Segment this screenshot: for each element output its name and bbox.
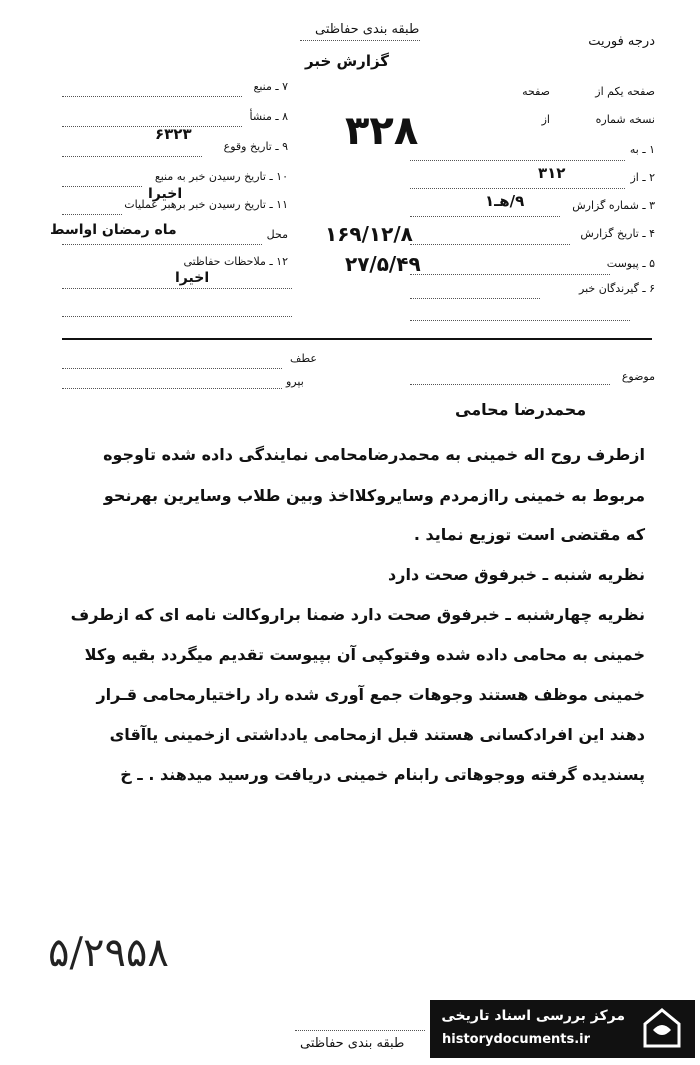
field-protection-notes-value: اخیرا — [175, 270, 210, 286]
field-attachment: ۵ ـ پیوست — [606, 257, 655, 270]
field-date-reached-operations-value: اخیرا — [148, 186, 183, 202]
atf-label: عطف — [290, 352, 317, 365]
field-location-value: ماه رمضان اواسط — [50, 222, 177, 238]
field-from-value: ۳۱۲ — [538, 164, 566, 182]
field-report-date: ۴ ـ تاریخ گزارش — [580, 227, 655, 240]
field-source: ۷ ـ منبع — [253, 80, 288, 93]
field-page-suffix: صفحه — [522, 85, 550, 98]
field-copy-number: نسخه شماره — [595, 113, 655, 126]
logo-url: historydocuments.ir — [442, 1032, 591, 1047]
field-date-reached-source: ۱۰ ـ تاریخ رسیدن خبر به منبع — [154, 170, 288, 183]
field-recipients: ۶ ـ گیرندگان خبر — [579, 282, 655, 295]
field-to: ۱ ـ به — [629, 143, 655, 156]
field-date-occurred-value: ۶۳۲۳ — [155, 125, 192, 143]
field-page: صفحه یکم از — [595, 85, 655, 98]
body-line-7: خمینی موظف هستند وجوهات جمع آوری شده راد راختیارمحامی قـرار — [96, 685, 645, 704]
body-line-3: که مقتضی است توزیع نماید . — [413, 525, 645, 544]
logo-title: مرکز بررسی اسناد تاریخی — [441, 1008, 625, 1024]
body-line-2: مربوط به خمینی راازمردم وسایروکلااخذ وبین طلاب وسایرین بهرنحو — [103, 486, 645, 505]
classification-bottom: طبقه بندی حفاظتی — [300, 1036, 405, 1051]
body-line-1: ازطرف روح اله خمینی به محمدرضامحامی نمایندگی داده شده تاوجوه — [103, 445, 645, 464]
field-report-number: ۳ ـ شماره گزارش — [572, 199, 655, 212]
field-location: محل — [266, 228, 288, 241]
body-line-4: نظریه شنبه ـ خبرفوق صحت دارد — [388, 565, 645, 584]
field-report-date-value: ۱۶۹/۱۲/۸ — [325, 222, 413, 246]
handwritten-note: ۵/۲۹۵۸ — [48, 930, 169, 976]
archive-emblem-icon — [639, 1006, 685, 1052]
field-date-reached-operations: ۱۱ ـ تاریخ رسیدن خبر برهبر عملیات — [124, 198, 288, 211]
report-title: گزارش خبر — [305, 52, 390, 70]
stamp-number: ۳۲۸ — [345, 108, 419, 154]
field-from: ۲ ـ از — [630, 171, 655, 184]
subject-label: موضوع — [621, 370, 655, 383]
field-protection-notes: ۱۲ ـ ملاحظات حفاظتی — [183, 255, 288, 268]
classification-top: طبقه بندی حفاظتی — [315, 22, 420, 37]
body-line-6: خمینی به محامی داده شده وفتوکپی آن بپیوست تقدیم میگردد بقیه وکلا — [84, 645, 645, 664]
body-line-5: نظریه چهارشنبه ـ خبرفوق صحت دارد ضمنا براروکالت نامه ای که ازطرف — [70, 605, 645, 624]
field-origin: ۸ ـ منشأ — [249, 110, 288, 123]
priority-label: درجه فوریت — [588, 34, 655, 49]
field-report-number-value: ۹/هـ۱ — [485, 192, 525, 210]
field-copy-suffix: از — [541, 113, 550, 126]
classification-top-line — [300, 40, 420, 41]
subject-name: محمدرضا محامی — [455, 400, 587, 419]
field-date-occurred: ۹ ـ تاریخ وقوع — [223, 140, 288, 153]
archive-logo — [430, 1000, 695, 1058]
body-line-8: دهند این افرادکسانی هستند قبل ازمحامی یادداشتی ازخمینی یاآقای — [109, 725, 645, 744]
biro-label: بپرو — [286, 375, 304, 388]
field-attachment-value: ۲۷/۵/۴۹ — [345, 252, 421, 276]
body-line-9: پسندیده گرفته ووجوهاتی رابنام خمینی دریافت ورسید میدهند . ـ خ — [120, 765, 645, 784]
separator-rule — [62, 338, 652, 340]
